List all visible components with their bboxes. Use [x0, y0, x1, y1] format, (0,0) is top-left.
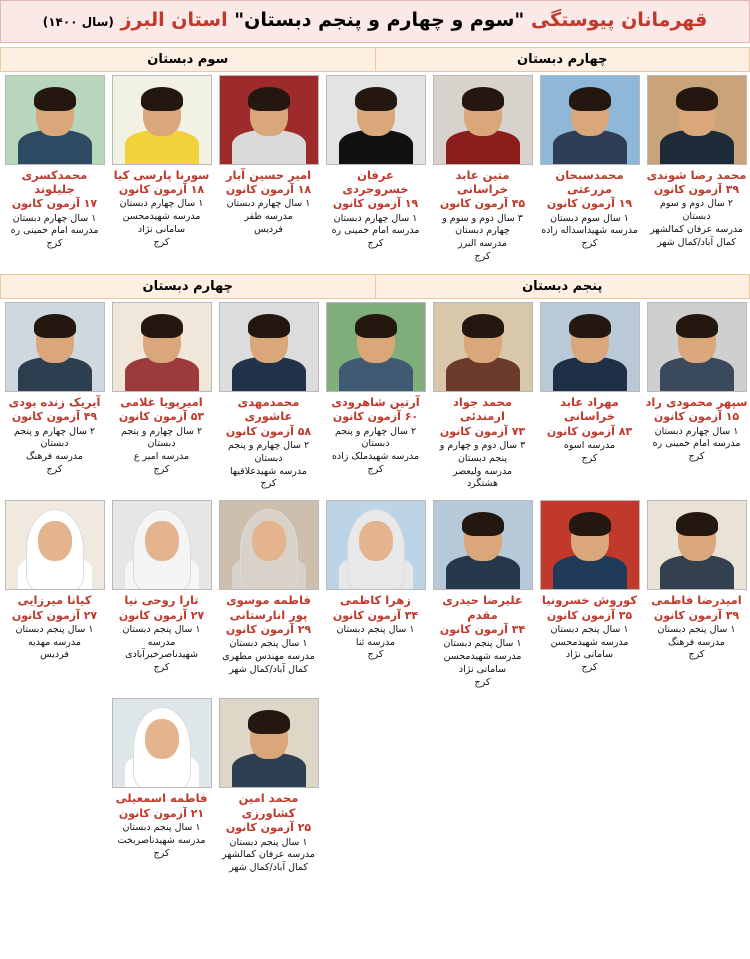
student-detail-line: مدرسه امام خمینی ره: [652, 438, 741, 450]
photo-face: [145, 719, 179, 759]
student-detail-line: کرج: [581, 238, 598, 250]
student-details: [3, 213, 106, 251]
student-detail-line: ۱ سال چهارم دبستان: [119, 198, 204, 210]
student-detail-line: ۱ سال پنجم دبستان: [122, 822, 201, 834]
student-detail-line: ۱ سال پنجم دبستان: [443, 638, 522, 650]
student-exam-count: ۲۷ آزمون کانون: [118, 608, 205, 622]
student-exam-count: ۶۰ آزمون کانون: [332, 410, 419, 424]
student-exam-count: ۳۴ آزمون کانون: [332, 608, 419, 622]
student-details: [217, 440, 320, 491]
student-detail-line: مدرسه اسوه: [563, 439, 616, 451]
student-detail-line: کرج: [46, 238, 63, 250]
student-detail-line: کمال آباد/کمال شهر: [657, 236, 736, 248]
student-name: کیانا میرزایی: [17, 593, 92, 608]
student-detail-line: ۲ سال دوم و سوم دبستان: [660, 198, 733, 223]
student-exam-count: ۸۳ آزمون کانون: [546, 424, 633, 438]
photo-hair: [248, 314, 290, 338]
student-name: فاطمه موسوی پور انارستانی: [226, 593, 311, 622]
student-detail-line: ۳ سال دوم و سوم و چهارم دبستان: [442, 212, 523, 237]
student-detail-line: کرج: [474, 676, 491, 688]
photo-hair: [355, 87, 397, 111]
student-detail-line: مدرسه مهندس مطهری: [222, 651, 315, 663]
student-detail-line: کرج: [474, 251, 491, 263]
student-detail-line: ۲ سال چهارم و پنجم دبستان: [334, 425, 417, 450]
student-detail-line: فردیس: [40, 649, 69, 661]
student-photo: [112, 500, 212, 590]
student-detail-line: ۱ سال پنجم دبستان: [15, 623, 94, 635]
student-exam-count: ۱۹ آزمون کانون: [332, 197, 419, 211]
student-exam-count: ۱۷ آزمون کانون: [11, 197, 98, 211]
student-name: محمد جواد ارمندئی: [452, 394, 513, 424]
student-details: [324, 426, 427, 477]
student-detail-line: مدرسه فرهنگ: [668, 636, 725, 648]
student-name: آرتین شاهرودی: [331, 394, 420, 409]
student-detail-line: کرج: [367, 464, 384, 475]
student-card: [215, 695, 322, 880]
student-exam-count: ۲۷ آزمون کانون: [11, 608, 98, 622]
student-card: [1, 72, 108, 270]
student-card: [1, 299, 108, 497]
student-detail-line: ۱ سال چهارم دبستان: [333, 212, 418, 224]
student-card: [429, 72, 536, 270]
student-card: [429, 497, 536, 695]
student-details: [431, 213, 534, 264]
student-detail-line: مدرسه عرفان کمالشهر: [222, 849, 315, 861]
student-photo: [326, 75, 426, 165]
student-photo: [647, 500, 747, 590]
student-name: امیرپویا غلامی: [120, 394, 203, 409]
photo-face: [359, 521, 393, 561]
student-name: علیرضا حیدری مقدم: [442, 593, 523, 622]
student-photo: [540, 75, 640, 165]
student-detail-line: مدرسه امیر ع: [133, 451, 190, 463]
photo-hair: [569, 87, 611, 111]
student-photo: [326, 302, 426, 392]
student-card: [643, 497, 750, 695]
photo-hair: [569, 512, 611, 536]
student-photo: [433, 500, 533, 590]
student-card: [322, 497, 429, 695]
student-detail-line: مدرسه امام خمینی ره: [331, 225, 420, 237]
student-detail-line: مدرسه شهیداسداله زاده: [541, 225, 638, 237]
student-detail-line: هشتگرد: [466, 478, 499, 490]
student-detail-line: مدرسه شهیدناصرخیرآبادی: [125, 636, 198, 661]
student-name: عرفان خسروجردی: [342, 167, 409, 196]
student-card: [536, 299, 643, 497]
student-photo: [326, 500, 426, 590]
student-detail-line: ۱ سال چهارم دبستان: [654, 425, 739, 437]
photo-hair: [569, 314, 611, 338]
student-name: متین عابد خراسانی: [455, 167, 510, 196]
student-detail-line: کرج: [153, 464, 170, 475]
student-details: [645, 426, 748, 464]
student-detail-line: مدرسه شهیدعلاقیها: [230, 465, 307, 477]
student-detail-line: ۱ سال چهارم دبستان: [226, 198, 311, 210]
photo-hair: [462, 512, 504, 536]
student-photo: [433, 75, 533, 165]
student-detail-line: مدرسه ولیعصر: [452, 465, 513, 477]
student-photo: [5, 500, 105, 590]
photo-hair: [676, 512, 718, 536]
student-detail-line: کرج: [260, 478, 277, 490]
photo-face: [252, 521, 286, 561]
student-exam-count: ۵۸ آزمون کانون: [225, 424, 312, 438]
student-detail-line: ۲ سال چهارم و پنجم دبستان: [120, 425, 203, 450]
student-detail-line: کرج: [367, 649, 384, 661]
photo-hair: [676, 314, 718, 338]
student-photo: [112, 302, 212, 392]
section-band-1: [0, 47, 750, 72]
student-detail-line: مدرسه مهدیه: [28, 636, 81, 648]
student-detail-line: کرج: [581, 662, 598, 674]
student-exam-count: ۳۴ آزمون کانون: [439, 622, 526, 636]
student-details: [538, 213, 641, 251]
student-detail-line: کمال آباد/کمال شهر: [229, 862, 308, 874]
title-quoted: "سوم و چهارم و پنجم دبستان": [234, 9, 525, 31]
student-name: سورنا پارسی کیا: [113, 167, 210, 182]
student-detail-line: ۱ سال پنجم دبستان: [336, 623, 415, 635]
student-detail-line: مدرسه عرفان کمالشهر: [650, 223, 743, 235]
student-card: [429, 299, 536, 497]
student-card: [108, 695, 215, 880]
student-photo: [219, 75, 319, 165]
student-name: مهراد عابد خراسانی: [560, 394, 619, 424]
student-exam-count: ۲۵ آزمون کانون: [225, 821, 312, 835]
student-detail-line: کرج: [153, 847, 170, 859]
photo-face: [145, 521, 179, 561]
student-row-4: [0, 695, 750, 880]
student-card: [643, 299, 750, 497]
student-row-3: [0, 497, 750, 695]
photo-hair: [141, 87, 183, 111]
student-detail-line: ۱ سال پنجم دبستان: [229, 638, 308, 650]
student-exam-count: ۳۹ آزمون کانون: [653, 182, 740, 196]
title-prefix: قهرمانان پیوستگی: [530, 9, 708, 31]
band-label-grade5: پنجم دبستان: [375, 275, 750, 298]
photo-hair: [355, 314, 397, 338]
student-photo: [219, 500, 319, 590]
student-detail-line: فردیس: [254, 223, 283, 235]
student-detail-line: ۱ سال پنجم دبستان: [657, 623, 736, 635]
student-card: [536, 72, 643, 270]
student-details: [3, 426, 106, 477]
student-details: [645, 198, 748, 249]
student-name: زهرا کاظمی: [340, 593, 411, 608]
student-name: تارا روحی نیا: [124, 593, 199, 608]
photo-hair: [248, 87, 290, 111]
title-province: استان البرز: [120, 9, 228, 31]
student-name: فاطمه اسمعیلی: [115, 791, 208, 806]
student-detail-line: مدرسه فرهنگ: [26, 451, 83, 463]
photo-hair: [462, 314, 504, 338]
student-exam-count: ۱۸ آزمون کانون: [225, 182, 312, 196]
student-detail-line: ۲ سال چهارم و پنجم دبستان: [227, 439, 310, 464]
title-year: (سال ۱۴۰۰): [42, 15, 114, 29]
student-photo: [433, 302, 533, 392]
student-name: امیر حسین آبار: [225, 167, 312, 182]
student-details: [538, 440, 641, 466]
student-name: سپهر محمودی راد: [645, 394, 748, 409]
student-detail-line: مدرسه ظفر: [244, 211, 293, 223]
student-detail-line: مدرسه امام خمینی ره: [10, 225, 99, 237]
student-detail-line: ۱ سال پنجم دبستان: [550, 623, 629, 635]
photo-hair: [676, 87, 718, 111]
student-photo: [647, 302, 747, 392]
student-card: [322, 72, 429, 270]
student-detail-line: مدرسه شهیدملک زاده: [331, 451, 420, 463]
student-exam-count: ۲۹ آزمون کانون: [225, 622, 312, 636]
photo-hair: [34, 314, 76, 338]
photo-hair: [34, 87, 76, 111]
student-detail-line: کرج: [153, 236, 170, 248]
photo-hair: [141, 314, 183, 338]
student-photo: [5, 302, 105, 392]
student-detail-line: ۲ سال چهارم و پنجم دبستان: [13, 425, 96, 450]
student-row-1: [0, 72, 750, 270]
student-photo: [219, 302, 319, 392]
student-details: [645, 624, 748, 662]
student-name: محمد رضا شوندی: [646, 167, 747, 182]
band-label-grade3: سوم دبستان: [147, 51, 229, 67]
student-name: محمدسبحان مزرعتی: [555, 167, 624, 196]
student-details: [324, 624, 427, 662]
student-photo: [5, 75, 105, 165]
student-detail-line: مدرسه شهیدمحسن سامانی نژاد: [443, 651, 522, 675]
student-details: [217, 638, 320, 676]
student-details: [110, 426, 213, 477]
student-details: [110, 624, 213, 675]
student-exam-count: ۲۱ آزمون کانون: [118, 806, 205, 820]
student-detail-line: مدرسه شهیدمحسن سامانی نژاد: [122, 211, 201, 235]
student-detail-line: ۱ سال سوم دبستان: [550, 212, 629, 224]
student-details: [431, 638, 534, 689]
band-label-grade4-a: چهارم دبستان: [375, 48, 750, 71]
student-card: [108, 497, 215, 695]
student-exam-count: ۱۵ آزمون کانون: [653, 410, 740, 424]
student-card: [1, 497, 108, 695]
student-exam-count: ۱۸ آزمون کانون: [118, 182, 205, 196]
student-exam-count: ۴۹ آزمون کانون: [11, 410, 98, 424]
student-exam-count: ۳۹ آزمون کانون: [653, 608, 740, 622]
student-detail-line: کرج: [367, 238, 384, 250]
photo-hair: [462, 87, 504, 111]
student-detail-line: مدرسه البرز: [458, 238, 507, 250]
student-detail-line: ۳ سال دوم و چهارم و پنجم دبستان: [439, 439, 526, 464]
student-photo: [219, 698, 319, 788]
student-card: [215, 72, 322, 270]
page-title: [0, 0, 750, 43]
student-card: [536, 497, 643, 695]
student-details: [431, 440, 534, 491]
student-details: [217, 198, 320, 236]
student-card: [215, 299, 322, 497]
student-photo: [540, 302, 640, 392]
student-name: محمدمهدی عاشوری: [237, 394, 300, 424]
student-name: امیدرضا فاطمی: [651, 593, 742, 608]
student-card: [108, 299, 215, 497]
student-detail-line: کرج: [153, 662, 170, 674]
student-details: [324, 213, 427, 251]
photo-hair: [248, 710, 290, 734]
student-photo: [112, 75, 212, 165]
student-photo: [647, 75, 747, 165]
student-exam-count: ۵۳ آزمون کانون: [118, 410, 205, 424]
student-detail-line: مدرسه شهیدمحسن سامانی نژاد: [550, 636, 629, 661]
student-details: [217, 837, 320, 875]
student-detail-line: کرج: [46, 464, 63, 475]
student-detail-line: کمال آباد/کمال شهر: [229, 663, 308, 675]
student-row-2: [0, 299, 750, 497]
student-details: [3, 624, 106, 662]
student-card: [643, 72, 750, 270]
section-band-2: [0, 274, 750, 299]
student-detail-line: ۱ سال پنجم دبستان: [229, 836, 308, 848]
student-detail-line: مدرسه شهیدناصربخت: [117, 834, 206, 846]
student-exam-count: ۴۵ آزمون کانون: [439, 197, 526, 211]
student-photo: [112, 698, 212, 788]
page-title-text: [5, 7, 745, 34]
student-photo: [540, 500, 640, 590]
student-card: [108, 72, 215, 270]
student-name: کوروش خسرونیا: [541, 593, 638, 608]
student-detail-line: ۱ سال چهارم دبستان: [12, 212, 97, 224]
band-label-grade4-b: چهارم دبستان: [142, 278, 233, 294]
student-name: آیریک زنده بودی: [8, 394, 101, 409]
student-detail-line: کرج: [688, 451, 705, 463]
student-name: محمد امین کشاورزی: [238, 791, 299, 820]
student-details: [538, 624, 641, 675]
student-detail-line: ۱ سال پنجم دبستان: [122, 623, 201, 635]
student-detail-line: مدرسه ثنا: [355, 636, 396, 648]
student-exam-count: ۳۵ آزمون کانون: [546, 608, 633, 622]
student-exam-count: ۱۹ آزمون کانون: [546, 197, 633, 211]
student-card: [322, 299, 429, 497]
student-detail-line: کرج: [688, 649, 705, 661]
student-card: [215, 497, 322, 695]
student-name: محمدکسری جلیلوند: [21, 167, 88, 196]
student-details: [110, 822, 213, 860]
student-exam-count: ۷۳ آزمون کانون: [439, 424, 526, 438]
student-detail-line: کرج: [581, 452, 598, 464]
photo-face: [38, 521, 72, 561]
student-details: [110, 198, 213, 249]
